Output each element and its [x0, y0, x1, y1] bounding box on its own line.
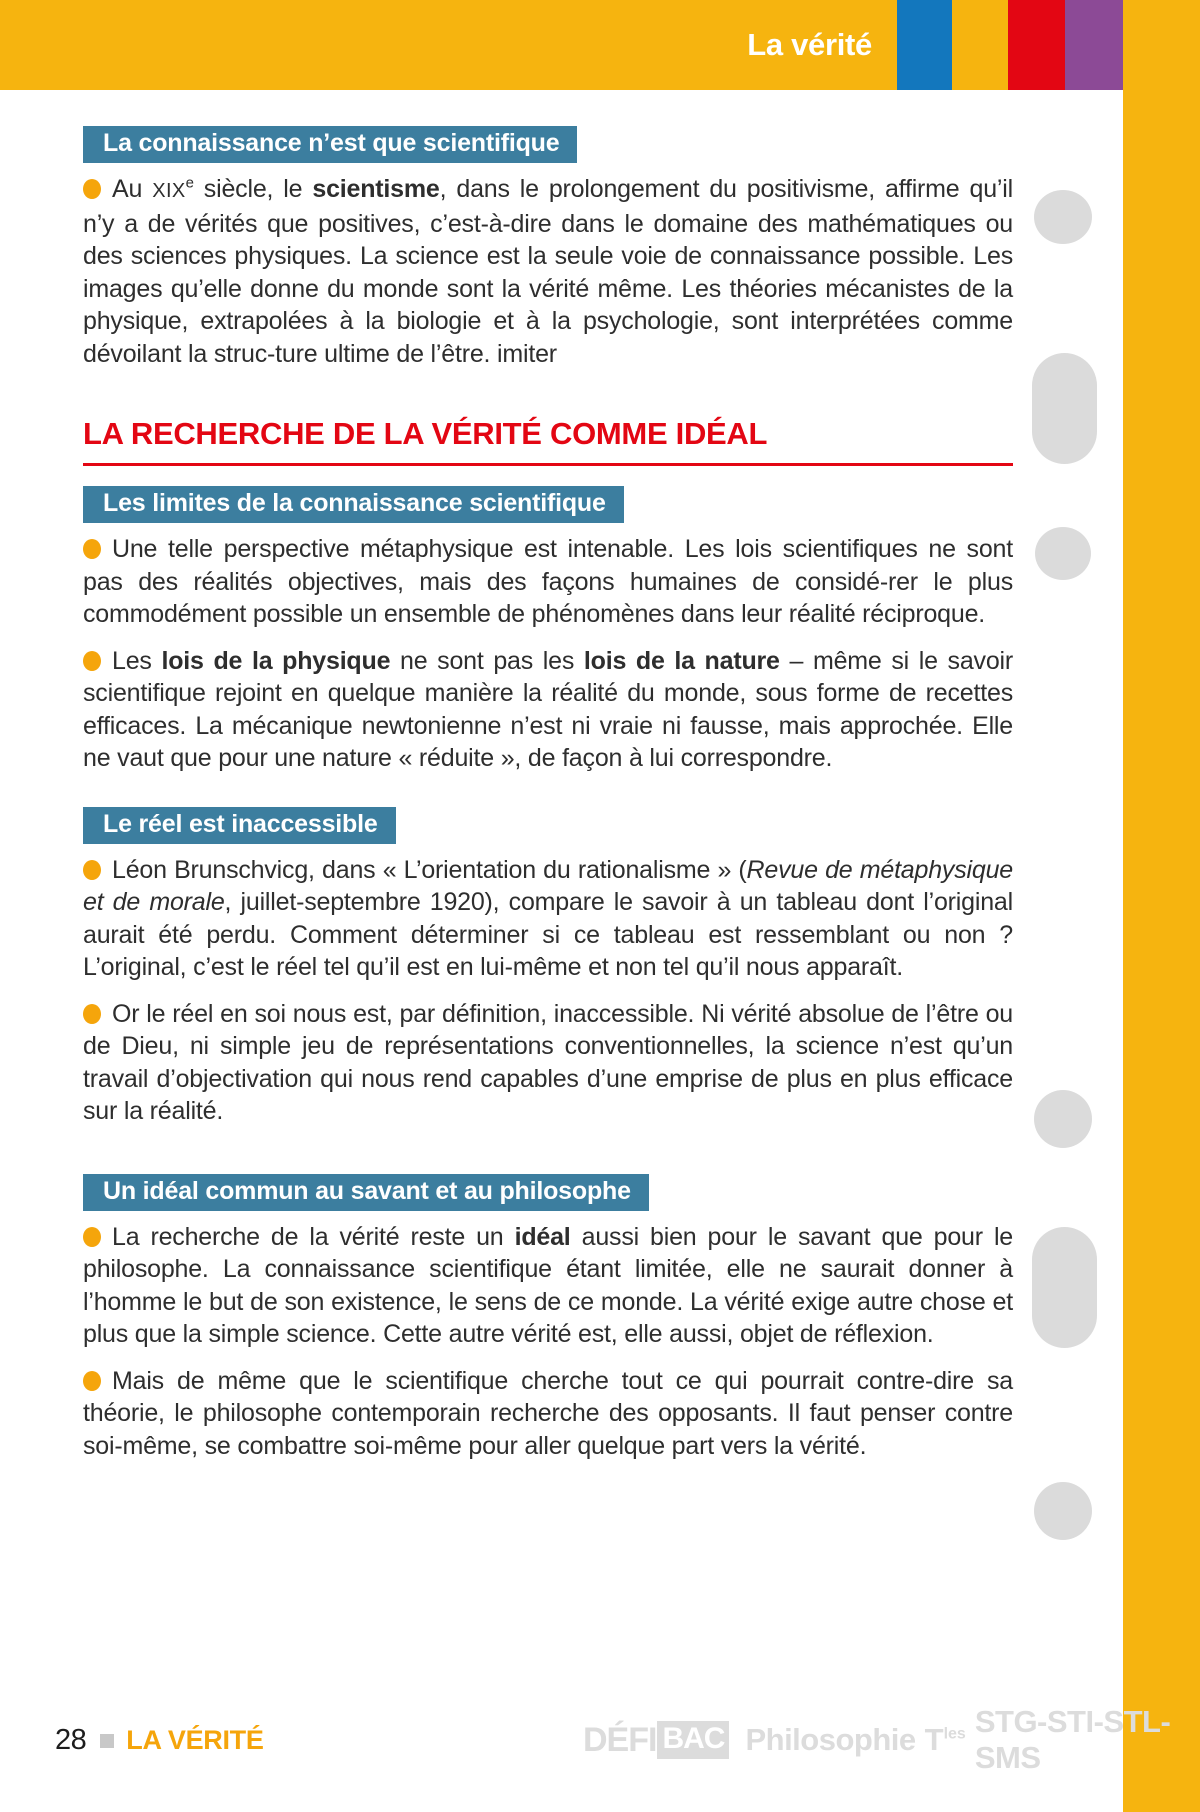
body-paragraph — [83, 1365, 1013, 1463]
color-block-purple — [1065, 0, 1123, 90]
paragraph-bullet-icon — [83, 651, 101, 671]
text-segment: siècle, le — [193, 175, 313, 203]
paragraph-bullet-icon — [83, 860, 101, 880]
top-band — [0, 0, 1200, 90]
margin-decoration-pill — [1032, 353, 1097, 464]
brand-defi: DÉFI — [583, 1720, 657, 1759]
brand-grade — [925, 1722, 966, 1758]
text-segment: Au — [112, 175, 153, 203]
margin-decoration-pill — [1032, 1227, 1097, 1348]
page-number: 28 — [55, 1723, 87, 1756]
text-segment: Léon Brunschvicg, dans « L’orientation du rationalisme » ( — [112, 855, 747, 884]
section-subheading: Les limites de la connaissance scientifique — [83, 486, 624, 523]
footer-brand — [583, 1704, 1200, 1775]
paragraph-bullet-icon — [83, 179, 101, 199]
text-segment: Les — [112, 646, 162, 675]
text-segment: Mais de même que le scientifique cherche tout ce qui pourrait contre-dire sa théorie, le philosophe contemporain recherche des opposants. Il faut penser contre soi-même, se combattre soi-même pour aller quelque part vers la vérité. — [83, 1366, 1013, 1460]
page-title: La vérité — [747, 27, 872, 62]
brand-subject: Philosophie — [745, 1722, 916, 1757]
text-segment: Une telle perspective métaphysique est intenable. Les lois scientifiques ne sont pas des réalités objectives, mais des façons humaines de considé-rer le plus commodément possible un ensemble de phénomènes dans leur réalité réciproque. — [83, 535, 1013, 628]
footer-left — [55, 1722, 264, 1758]
paragraph-bullet-icon — [83, 539, 101, 559]
footer-square-icon — [100, 1734, 114, 1748]
color-block-red — [1008, 0, 1065, 90]
body-paragraph — [83, 645, 1013, 775]
paragraph-bullet-icon — [83, 1227, 101, 1247]
text-segment: Or le réel en soi nous est, par définition, inaccessible. Ni vérité absolue de l’être ou de Dieu, ni simple jeu de représentations conventionnelles, la science n’est qu’un travail d’objectivation qui nous rend capables d’une emprise de plus en plus efficace sur la réalité. — [83, 999, 1013, 1125]
paragraph-bullet-icon — [83, 1371, 101, 1391]
body-paragraph — [83, 1221, 1013, 1351]
right-margin-strip — [1123, 0, 1200, 1812]
section-subheading: La connaissance n’est que scientifique — [83, 126, 577, 163]
text-segment: idéal — [514, 1222, 571, 1251]
text-segment: lois de la physique — [161, 646, 391, 675]
text-segment: scientisme — [312, 175, 440, 203]
paragraph-bullet-icon — [83, 1004, 101, 1024]
text-segment: Revue de métaphysique et de morale — [83, 855, 1013, 916]
main-heading: LA RECHERCHE DE LA VÉRITÉ COMME IDÉAL — [83, 416, 1013, 466]
body-paragraph — [83, 533, 1013, 631]
color-block-blue — [897, 0, 952, 90]
chapter-label: LA VÉRITÉ — [126, 1724, 264, 1755]
brand-series: STG-STI-STL-SMS — [974, 1704, 1171, 1775]
page-content — [83, 90, 1013, 1462]
margin-decoration-circle — [1034, 190, 1092, 244]
brand-bac: BAC — [657, 1721, 729, 1759]
section-subheading: Le réel est inaccessible — [83, 807, 396, 844]
text-segment: – même si le savoir scientifique rejoint en quelque manière la réalité du monde, sous forme de recettes efficaces. La mécanique newtonienne n’est ni vraie ni fausse, mais approchée. Elle ne vaut que pour une nature « réduite », de façon à lui correspondre. — [83, 646, 1014, 772]
text-segment: , dans le prolongement du positivisme, affirme qu’il n’y a de vérités que positives, c’est-à-dire dans le domaine des mathématiques ou des sciences physiques. La science est la seule voie de connaissance possible. Les images qu’elle donne du monde sont la vérité même. Les théories mécanistes de la physique, extrapolées à la biologie et à la psychologie, sont interprétées comme dévoilant la struc-ture ultime de l’être. imiter — [83, 175, 1013, 368]
body-paragraph — [83, 854, 1013, 984]
text-segment: XIX — [152, 180, 186, 202]
section-subheading: Un idéal commun au savant et au philosophe — [83, 1174, 649, 1211]
text-segment: lois de la nature — [583, 646, 780, 675]
body-paragraph — [83, 998, 1013, 1128]
brand-grade-sup: les — [943, 1725, 966, 1743]
text-segment: ne sont pas les — [390, 646, 584, 675]
margin-decoration-circle — [1034, 1482, 1092, 1540]
margin-decoration-circle — [1034, 1090, 1092, 1148]
text-segment: La recherche de la vérité reste un — [112, 1222, 515, 1251]
text-segment: aussi bien pour le savant que pour le philosophe. La connaissance scientifique étant limitée, elle ne saurait donner à l’homme le but de son existence, le sens de ce monde. La vérité exige autre chose et plus que la simple science. Cette autre vérité est, elle aussi, objet de réflexion. — [83, 1222, 1014, 1348]
margin-decoration-circle — [1035, 527, 1091, 580]
body-paragraph — [83, 173, 1013, 370]
text-segment: , juillet-septembre 1920), compare le savoir à un tableau dont l’original aurait été perdu. Comment déterminer si ce tableau est ressemblant ou non ? L’original, c’est le réel tel qu’il est en lui-même et non tel qu’il nous apparaît. — [83, 888, 1013, 981]
brand-grade-letter: T — [924, 1722, 944, 1757]
text-segment: e — [185, 174, 194, 192]
